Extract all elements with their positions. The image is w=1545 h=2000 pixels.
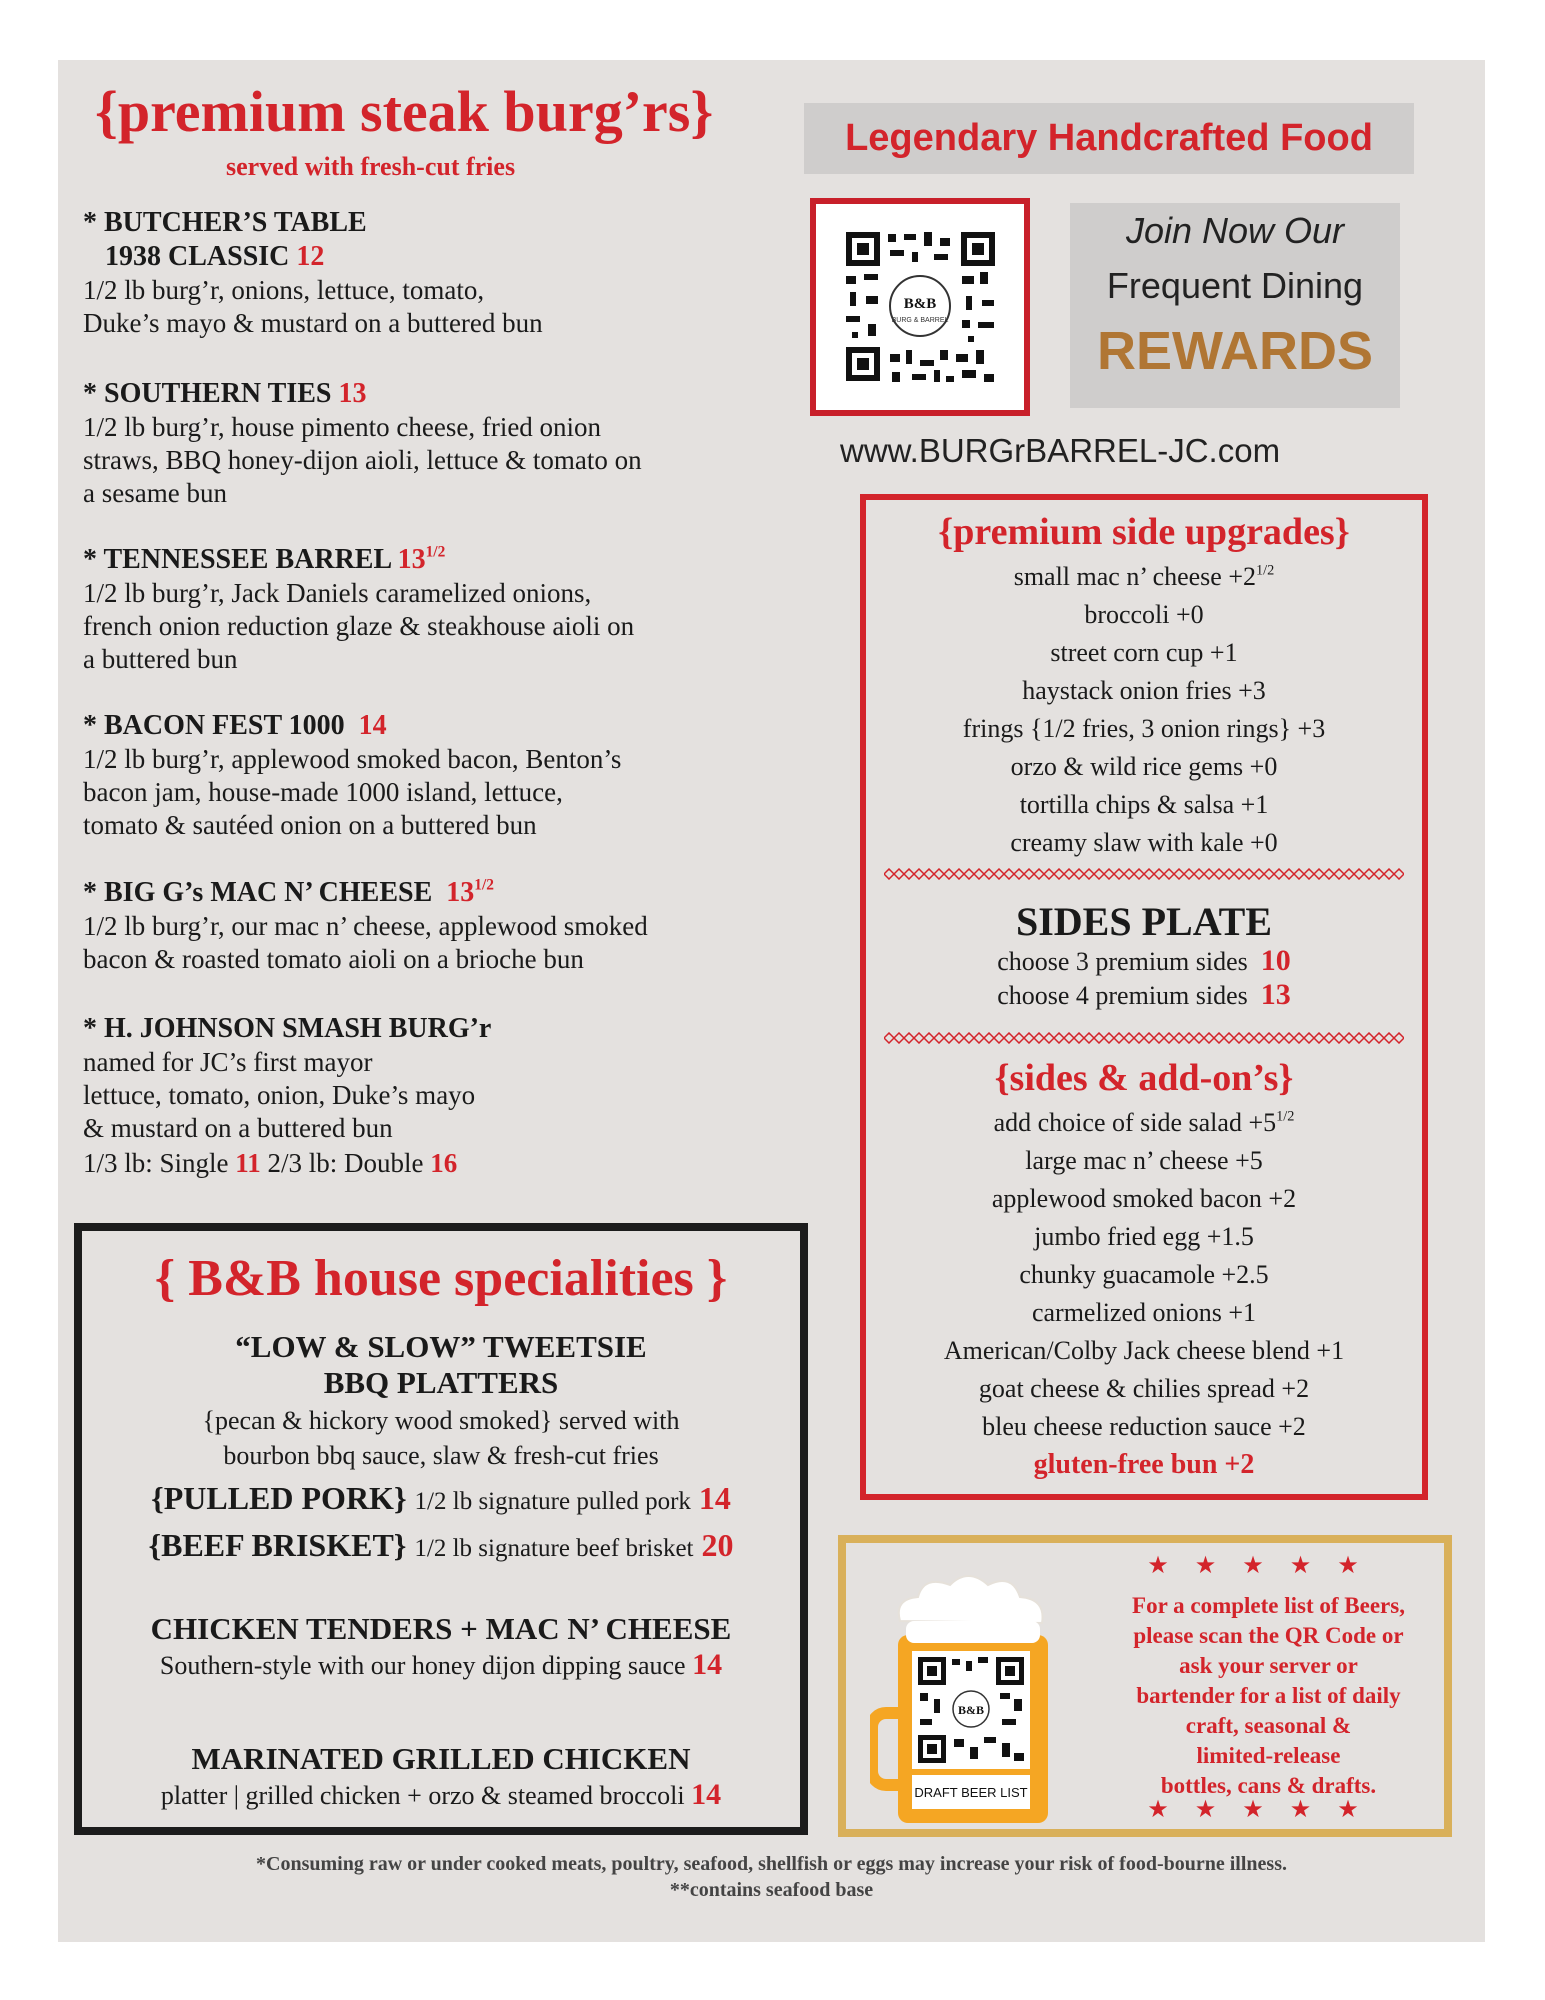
burger-description: 1/2 lb burg’r, onions, lettuce, tomato,	[83, 275, 485, 305]
allergy-disclaimer: *Consuming raw or under cooked meats, poultry, seafood, shellfish or eggs may increase your risk of food-bourne illness.	[256, 1853, 1287, 1875]
burger-description: named for JC’s first mayor	[83, 1047, 373, 1077]
burger-price: $13^{1/2}$	[397, 543, 446, 575]
list-item: chunky guacamole +2.5	[1019, 1260, 1269, 1289]
stars-bottom: ★★★★★	[1147, 1797, 1385, 1823]
list-item: jumbo fried egg +1.5	[1034, 1222, 1254, 1251]
rewards-line: Frequent Dining	[1106, 265, 1364, 306]
burger-description: bacon & roasted tomato aioli on a brioche bun	[83, 944, 584, 974]
burger-description: a sesame bun	[83, 478, 227, 508]
bbq-heading: “LOW & SLOW” TWEETSIE	[235, 1329, 647, 1364]
zigzag-divider	[884, 868, 1404, 880]
burger-size-prices: 1/3 lb: Single 11 2/3 lb: Double 16	[83, 1148, 458, 1178]
burger-price: 12	[296, 241, 325, 272]
list-item: bleu cheese reduction sauce +2	[982, 1412, 1306, 1441]
burger-description: 1/2 lb burg’r, applewood smoked bacon, Benton’s	[83, 744, 622, 774]
burger-name: * BACON FEST 1000 14	[83, 710, 387, 741]
beer-mug-icon	[870, 1563, 1070, 1828]
burger-name: * H. JOHNSON SMASH BURG’r	[83, 1013, 492, 1044]
seafood-note: **contains seafood base	[669, 1879, 874, 1901]
grilled-chicken-price: 14	[691, 1778, 722, 1811]
burger-name: * SOUTHERN TIES 13	[83, 378, 367, 409]
beef-brisket-price: 20	[701, 1527, 734, 1563]
pulled-pork-price: 14	[698, 1480, 731, 1516]
burger-item-tennessee-barrel	[83, 543, 783, 676]
sides-plate-price: 13	[1260, 978, 1291, 1011]
list-item: American/Colby Jack cheese blend +1	[943, 1336, 1345, 1365]
burger-item-h-johnson-smash	[83, 1012, 783, 1180]
burger-name: * TENNESSEE BARREL $13^{1/2}$	[83, 543, 446, 575]
burger-description: bacon jam, house-made 1000 island, lettuce,	[83, 777, 563, 807]
burger-name-line2: 1938 CLASSIC 12	[105, 241, 325, 272]
grilled-chicken-heading: MARINATED GRILLED CHICKEN	[191, 1741, 691, 1776]
burger-item-big-g-mac	[83, 876, 783, 976]
stars-top: ★★★★★	[1147, 1553, 1385, 1579]
qr-code-icon	[816, 204, 1024, 410]
burger-description: 1/2 lb burg’r, our mac n’ cheese, applewood smoked	[83, 911, 648, 941]
premium-sides-title: {premium side upgrades}	[938, 511, 1350, 553]
list-item: choose 3 premium sides 10	[997, 944, 1291, 977]
tenders-price: 14	[692, 1648, 723, 1681]
burger-name: * BUTCHER’S TABLE	[83, 207, 367, 238]
burgers-section-subtitle: served with fresh-cut fries	[226, 152, 516, 181]
list-item: choose 4 premium sides 13	[997, 978, 1291, 1011]
tenders-description: Southern-style with our honey dijon dipping sauce 14	[159, 1648, 723, 1681]
beer-qr-logo-text: B&B	[957, 1703, 985, 1717]
chicken-tenders	[82, 1611, 800, 1683]
rewards-line: Join Now Our	[1125, 210, 1345, 251]
bbq-heading: BBQ PLATTERS	[323, 1365, 559, 1400]
list-item: carmelized onions +1	[1031, 1298, 1257, 1327]
burger-description: tomato & sautéed onion on a buttered bun	[83, 810, 537, 840]
burger-description: 1/2 lb burg’r, house pimento cheese, fried onion	[83, 412, 602, 442]
burger-description: Duke’s mayo & mustard on a buttered bun	[83, 308, 543, 338]
single-price: 11	[235, 1148, 261, 1178]
list-item: add choice of side salad $+5^{1/2}$	[993, 1108, 1295, 1137]
qr-logo-text: B&B	[903, 296, 937, 312]
sides-box	[860, 494, 1428, 1500]
list-item: applewood smoked bacon +2	[991, 1184, 1297, 1213]
burger-item-butchers-table	[83, 206, 783, 340]
burger-description: 1/2 lb burg’r, Jack Daniels caramelized onions,	[83, 578, 592, 608]
double-price: 16	[430, 1148, 458, 1178]
draft-beer-list-label: DRAFT BEER LIST	[914, 1785, 1028, 1800]
burger-description: french onion reduction glaze & steakhouse aioli on	[83, 611, 635, 641]
list-item: street corn cup +1	[1050, 638, 1238, 667]
burger-description: a buttered bun	[83, 644, 238, 674]
rewards-heading: REWARDS	[1096, 321, 1373, 381]
bbq-description: {pecan & hickory wood smoked} served with	[202, 1406, 680, 1435]
bbq-description: bourbon bbq sauce, slaw & fresh-cut fries	[223, 1441, 659, 1470]
grilled-chicken-description: platter | grilled chicken + orzo & steamed broccoli 14	[160, 1778, 722, 1811]
beef-brisket-item: {BEEF BRISKET} 1/2 lb signature beef brisket 20	[148, 1527, 734, 1563]
pulled-pork-item: {PULLED PORK} 1/2 lb signature pulled pork 14	[151, 1480, 731, 1516]
burger-price: 13	[338, 378, 367, 409]
list-item: orzo & wild rice gems +0	[1010, 752, 1278, 781]
burger-description: & mustard on a buttered bun	[83, 1113, 393, 1143]
beer-info-text: For a complete list of Beers, please scan the QR Code or ask your server or bartender for a list of daily craft, seasonal & limited-release bottles, cans & drafts.	[1132, 1593, 1405, 1798]
list-item: goat cheese & chilies spread +2	[978, 1374, 1310, 1403]
burgers-section-title: {premium steak burg’rs}	[95, 79, 714, 144]
list-item: frings {1/2 fries, 3 onion rings} +3	[962, 714, 1326, 743]
specialities-title: { B&B house specialities }	[154, 1250, 728, 1307]
list-item: broccoli +0	[1084, 600, 1204, 629]
burger-item-southern-ties	[83, 377, 783, 510]
rewards-panel	[1070, 203, 1400, 408]
bbq-platters	[82, 1329, 800, 1571]
list-item: creamy slaw with kale +0	[1010, 828, 1278, 857]
zigzag-divider	[884, 1032, 1404, 1044]
addons-title: {sides & add-on’s}	[994, 1057, 1294, 1099]
list-item: small mac n’ cheese $+2^{1/2}$	[1013, 562, 1275, 591]
grilled-chicken	[82, 1741, 800, 1813]
burger-description: straws, BBQ honey-dijon aioli, lettuce & tomato on	[83, 445, 642, 475]
qr-logo-subtext: BURG & BARREL	[891, 317, 949, 324]
tagline-banner: Legendary Handcrafted Food	[804, 103, 1414, 174]
rewards-qr-code[interactable]	[810, 198, 1030, 416]
sides-plate-options	[866, 944, 1422, 1012]
gluten-free-item: gluten-free bun +2	[1033, 1449, 1255, 1480]
burger-name: * BIG G’s MAC N’ CHEESE $13^{1/2}$	[83, 876, 494, 908]
burger-item-bacon-fest	[83, 709, 783, 842]
specialities-box	[74, 1223, 808, 1835]
sides-plate-price: 10	[1260, 944, 1291, 977]
addons-list	[866, 1104, 1422, 1484]
website-link[interactable]: www.BURGrBARREL-JC.com	[840, 432, 1281, 469]
list-item: haystack onion fries +3	[1022, 676, 1266, 705]
sides-plate-title: SIDES PLATE	[1015, 899, 1272, 944]
burger-price: $13^{1/2}$	[446, 876, 494, 908]
burger-description: lettuce, tomato, onion, Duke’s mayo	[83, 1080, 476, 1110]
premium-sides-list	[866, 558, 1422, 862]
beer-box	[838, 1535, 1452, 1837]
list-item: large mac n’ cheese +5	[1025, 1146, 1263, 1175]
tenders-heading: CHICKEN TENDERS + MAC N’ CHEESE	[150, 1611, 732, 1646]
burger-price: 14	[358, 710, 387, 741]
list-item: tortilla chips & salsa +1	[1019, 790, 1269, 819]
